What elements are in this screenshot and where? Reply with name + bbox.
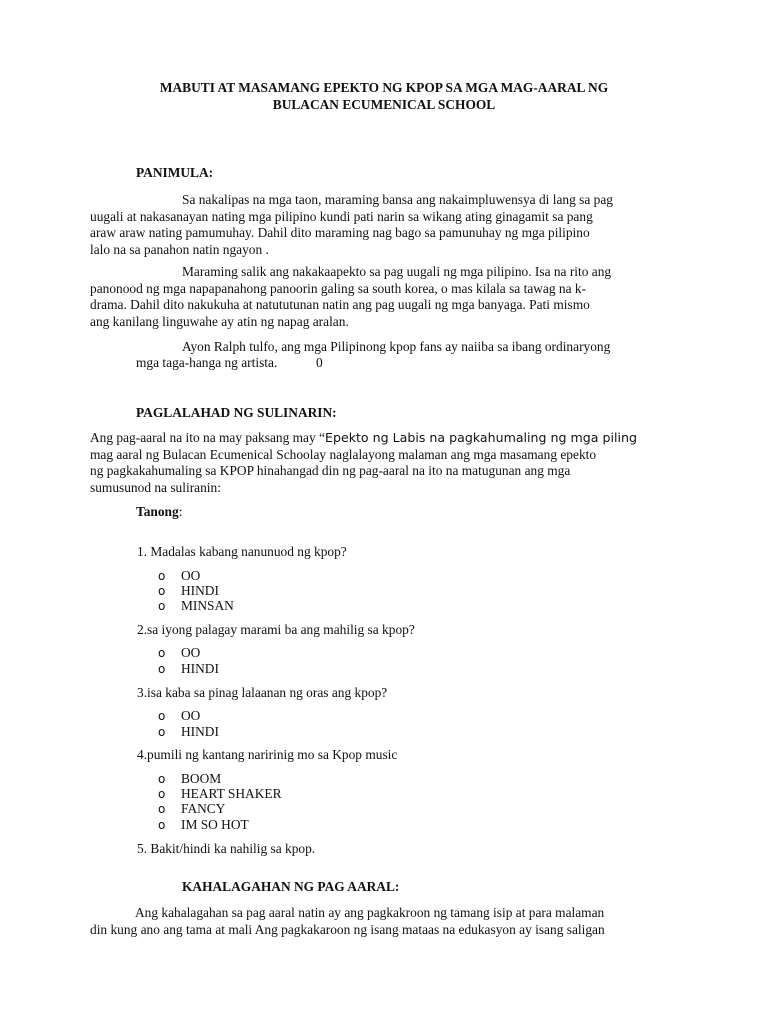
question-4-option: o BOOM: [158, 771, 222, 786]
text-line: araw araw nating pamumuhay. Dahil dito maraming nag bago sa pamunuhay ng mga pilipino: [90, 225, 590, 241]
text-line: uugali at nakasanayan nating mga pilipino kundi pati narin sa wikang ating ginagamit sa pang: [90, 208, 593, 224]
question-4: 4.pumili ng kantang naririnig mo sa Kpop music: [137, 747, 398, 762]
question-3: 3.isa kaba sa pinag lalaanan ng oras ang kpop?: [137, 685, 388, 700]
panimula-paragraph-1: [90, 192, 670, 258]
bullet-icon: o: [158, 709, 166, 723]
question-1-option: o HINDI: [158, 583, 219, 598]
bullet-icon: o: [158, 818, 166, 832]
bullet-icon: o: [158, 584, 166, 598]
text-line: lalo na sa panahon natin ngayon .: [90, 241, 269, 257]
bullet-icon: o: [158, 772, 166, 786]
kahalagahan-paragraph: [90, 905, 670, 938]
text-line: din kung ano ang tama at mali Ang pagkakaroon ng isang mataas na edukasyon ay isang saligan: [90, 921, 605, 937]
text-line: ang kanilang linguwahe ay atin ng napag aralan.: [90, 313, 349, 329]
bullet-icon: o: [158, 569, 166, 583]
text-line: sumusunod na suliranin:: [90, 479, 221, 495]
panimula-paragraph-2: [90, 264, 670, 330]
paglalahad-paragraph: [90, 430, 670, 496]
question-2-option: o HINDI: [158, 661, 219, 676]
question-1: 1. Madalas kabang nanunuod ng kpop?: [137, 544, 347, 559]
document-title: [90, 80, 678, 113]
question-4-option: o IM SO HOT: [158, 817, 249, 832]
text-line: Ang pag-aaral na ito na may paksang may “Epekto ng Labis na pagkahumaling ng mga piling: [90, 430, 637, 445]
bullet-icon: o: [158, 599, 166, 613]
text-line: Maraming salik ang nakakaapekto sa pag uugali ng mga pilipino. Isa na rito ang: [182, 264, 612, 279]
question-2-option: o OO: [158, 645, 201, 660]
question-4-option: o FANCY: [158, 801, 226, 816]
question-5: 5. Bakit/hindi ka nahilig sa kpop.: [137, 841, 316, 856]
panimula-paragraph-3-line-2: mga taga-hanga ng artista.: [136, 355, 278, 370]
question-3-option: o HINDI: [158, 724, 219, 739]
text-line: panonood ng mga napapanahong panoorin galing sa south korea, o mas kilala sa tawag na k-: [90, 280, 587, 296]
panimula-heading: PANIMULA:: [136, 165, 214, 180]
question-1-option: o MINSAN: [158, 598, 234, 613]
bullet-icon: o: [158, 646, 166, 660]
bullet-icon: o: [158, 662, 166, 676]
tanong-label: Tanong:: [136, 504, 183, 519]
kahalagahan-heading: KAHALAGAHAN NG PAG AARAL:: [182, 879, 400, 894]
text-line: Sa nakalipas na mga taon, maraming bansa ang nakaimpluwensya di lang sa pag: [182, 192, 613, 207]
title-line-1: MABUTI AT MASAMANG EPEKTO NG KPOP SA MGA MAG-AARAL NG: [159, 80, 609, 95]
bullet-icon: o: [158, 725, 166, 739]
text-line: ng pagkakahumaling sa KPOP hinahangad din ng pag-aaral na ito na matugunan ang mga: [90, 463, 571, 479]
text-line: Ang kahalagahan sa pag aaral natin ay ang pagkakroon ng tamang isip at para malaman: [135, 905, 605, 920]
question-1-option: o OO: [158, 568, 201, 583]
question-2: 2.sa iyong palagay marami ba ang mahilig sa kpop?: [137, 622, 415, 637]
title-line-2: BULACAN ECUMENICAL SCHOOL: [272, 96, 496, 112]
question-3-option: o OO: [158, 708, 201, 723]
bullet-icon: o: [158, 787, 166, 801]
panimula-paragraph-3-tail: 0: [316, 355, 323, 370]
panimula-paragraph-3-line-1: Ayon Ralph tulfo, ang mga Pilipinong kpop fans ay naiiba sa ibang ordinaryong: [182, 339, 611, 354]
question-4-option: o HEART SHAKER: [158, 786, 282, 801]
text-line: mag aaral ng Bulacan Ecumenical Schoolay naglalayong malaman ang mga masamang epekto: [90, 446, 597, 462]
paglalahad-heading: PAGLALAHAD NG SULINARIN:: [136, 405, 337, 420]
bullet-icon: o: [158, 802, 166, 816]
text-line: drama. Dahil dito nakukuha at natututunan natin ang pag uugali ng mga banyaga. Pati mismo: [90, 297, 590, 313]
